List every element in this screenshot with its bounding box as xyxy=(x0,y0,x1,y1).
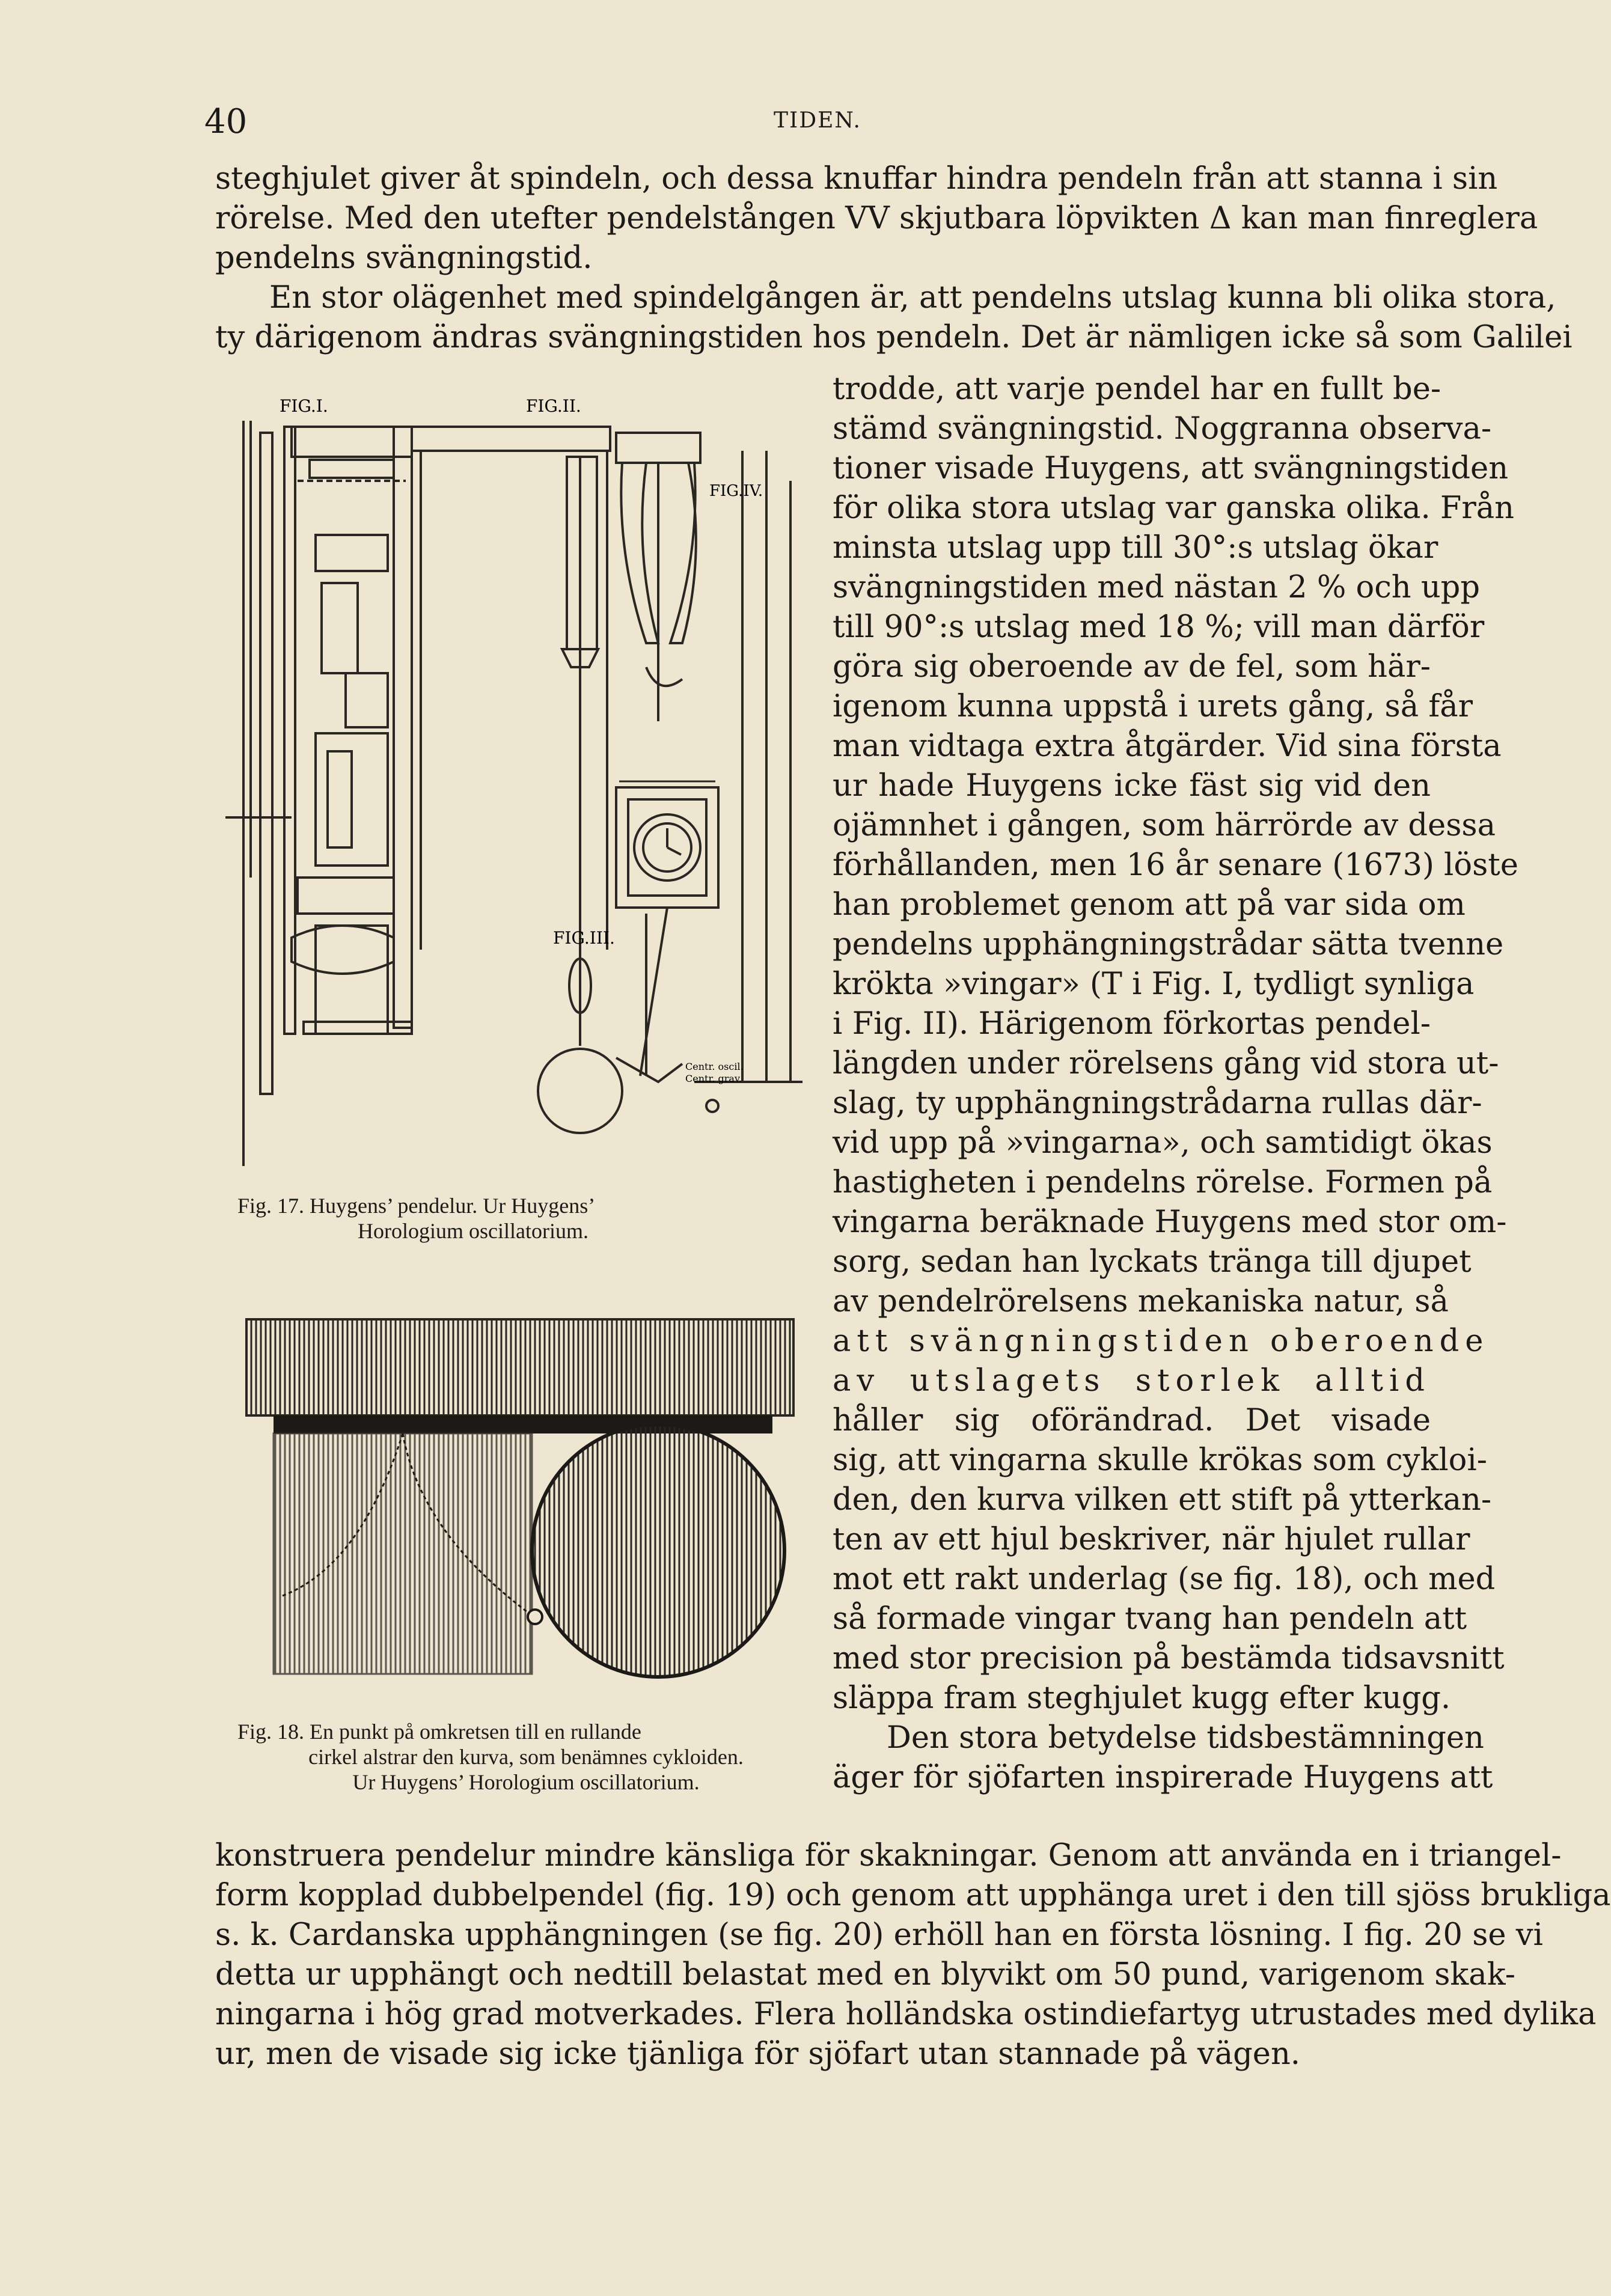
text-line: göra sig oberoende av de fel, som här- xyxy=(833,649,1431,685)
text-line: i Fig. II). Härigenom förkortas pendel- xyxy=(833,1006,1431,1042)
figure-17-huygens-pendulum-clock xyxy=(225,385,815,1187)
bottom-paragraph xyxy=(215,1836,1611,2074)
text-line: vid upp på »vingarna», och samtidigt ökas xyxy=(833,1125,1493,1161)
figure-18-caption xyxy=(237,1719,815,1795)
text-line: man vidtaga extra åtgärder. Vid sina första xyxy=(833,728,1502,764)
cycloid-drawing xyxy=(240,1313,799,1710)
text-line: äger för sjöfarten inspirerade Huygens att xyxy=(833,1760,1493,1795)
text-line: slag, ty upphängningstrådarna rullas där- xyxy=(833,1085,1482,1121)
caption-line: cirkel alstrar den kurva, som benämnes cykloiden. xyxy=(308,1745,744,1769)
text-line: rörelse. Med den utefter pendelstången VV skjutbara löpvikten Δ kan man finreglera xyxy=(215,201,1538,236)
text-line: En stor olägenhet med spindelgången är, att pendelns utslag kunna bli olika stora, xyxy=(269,280,1556,316)
text-line: pendelns svängningstid. xyxy=(215,240,593,276)
fig4-label: FIG.IV. xyxy=(709,482,763,500)
text-line: av utslagets storlek alltid xyxy=(833,1363,1431,1399)
text-line: form kopplad dubbelpendel (fig. 19) och genom att upphänga uret i den till sjöss brukliga xyxy=(215,1878,1611,1913)
pendulum-clock-drawing xyxy=(225,385,815,1187)
caption-line: Ur Huygens’ Horologium oscillatorium. xyxy=(352,1770,700,1794)
centrum-oscil-label: Centr. oscil. xyxy=(685,1061,744,1072)
text-line: ojämnhet i gången, som härrörde av dessa xyxy=(833,808,1496,843)
text-line: svängningstiden med nästan 2 % och upp xyxy=(833,570,1480,605)
caption-line: Horologium oscillatorium. xyxy=(358,1219,588,1243)
text-line: minsta utslag upp till 30°:s utslag ökar xyxy=(833,530,1438,566)
text-line: till 90°:s utslag med 18 %; vill man därför xyxy=(833,609,1485,645)
text-line: trodde, att varje pendel har en fullt be- xyxy=(833,371,1441,407)
text-line: den, den kurva vilken ett stift på ytterkan- xyxy=(833,1482,1492,1518)
text-line: igenom kunna uppstå i urets gång, så får xyxy=(833,689,1473,724)
running-title: TIDEN. xyxy=(773,108,861,133)
text-line: av pendelrörelsens mekaniska natur, så xyxy=(833,1284,1449,1319)
text-line: släppa fram steghjulet kugg efter kugg. xyxy=(833,1681,1451,1716)
caption-line: Fig. 18. En punkt på omkretsen till en rullande xyxy=(237,1720,641,1744)
top-paragraphs xyxy=(215,159,1573,358)
caption-line: Fig. 17. Huygens’ pendelur. Ur Huygens’ xyxy=(237,1194,596,1218)
text-line: mot ett rakt underlag (se fig. 18), och med xyxy=(833,1562,1496,1597)
text-line: sorg, sedan han lyckats tränga till djupet xyxy=(833,1244,1472,1280)
text-line: s. k. Cardanska upphängningen (se fig. 20) erhöll han en första lösning. I fig. 20 se vi xyxy=(215,1917,1543,1953)
text-line: steghjulet giver åt spindeln, och dessa knuffar hindra pendeln från att stanna i sin xyxy=(215,161,1498,197)
text-line: konstruera pendelur mindre känsliga för skakningar. Genom att använda en i triangel- xyxy=(215,1838,1562,1873)
fig3-label: FIG.III. xyxy=(553,928,615,948)
text-line: stämd svängningstid. Noggranna observa- xyxy=(833,411,1492,447)
text-line: längden under rörelsens gång vid stora ut- xyxy=(833,1046,1499,1081)
text-line: ur hade Huygens icke fäst sig vid den xyxy=(833,768,1431,804)
text-line: för olika stora utslag var ganska olika. Från xyxy=(833,490,1514,526)
text-line: så formade vingar tvang han pendeln att xyxy=(833,1601,1467,1637)
text-line: med stor precision på bestämda tidsavsnitt xyxy=(833,1641,1505,1676)
text-line: ur, men de visade sig icke tjänliga för sjöfart utan stannade på vägen. xyxy=(215,2036,1300,2072)
text-line: tioner visade Huygens, att svängningstiden xyxy=(833,451,1509,486)
text-line: att svängningstiden oberoende xyxy=(833,1324,1490,1359)
text-line: ningarna i hög grad motverkades. Flera holländska ostindiefartyg utrustades med dylika xyxy=(215,1997,1597,2032)
text-line: ten av ett hjul beskriver, när hjulet rullar xyxy=(833,1522,1470,1557)
text-line: detta ur upphängt och nedtill belastat med en blyvikt om 50 pund, varigenom skak- xyxy=(215,1957,1515,1992)
page-header xyxy=(204,102,1431,150)
page-number: 40 xyxy=(204,102,248,141)
text-line: håller sig oförändrad. Det visade xyxy=(833,1403,1431,1438)
right-column-text xyxy=(833,370,1518,1798)
centrum-grav-label: Centr. grav. xyxy=(685,1073,742,1084)
text-line: krökta »vingar» (T i Fig. I, tydligt synliga xyxy=(833,966,1475,1002)
text-line: han problemet genom att på var sida om xyxy=(833,887,1466,923)
text-line: sig, att vingarna skulle krökas som cykloi- xyxy=(833,1443,1487,1478)
fig2-label: FIG.II. xyxy=(526,396,581,416)
text-line: förhållanden, men 16 år senare (1673) löste xyxy=(833,847,1518,883)
text-line: ty därigenom ändras svängningstiden hos pendeln. Det är nämligen icke så som Galilei xyxy=(215,320,1573,355)
fig1-label: FIG.I. xyxy=(280,396,328,416)
text-line: hastigheten i pendelns rörelse. Formen på xyxy=(833,1165,1493,1200)
text-line: vingarna beräknade Huygens med stor om- xyxy=(833,1204,1507,1240)
figure-17-caption xyxy=(237,1193,802,1244)
figure-18-cycloid xyxy=(240,1313,799,1710)
text-line: Den stora betydelse tidsbestämningen xyxy=(887,1720,1484,1756)
text-line: pendelns upphängningstrådar sätta tvenne xyxy=(833,927,1504,962)
